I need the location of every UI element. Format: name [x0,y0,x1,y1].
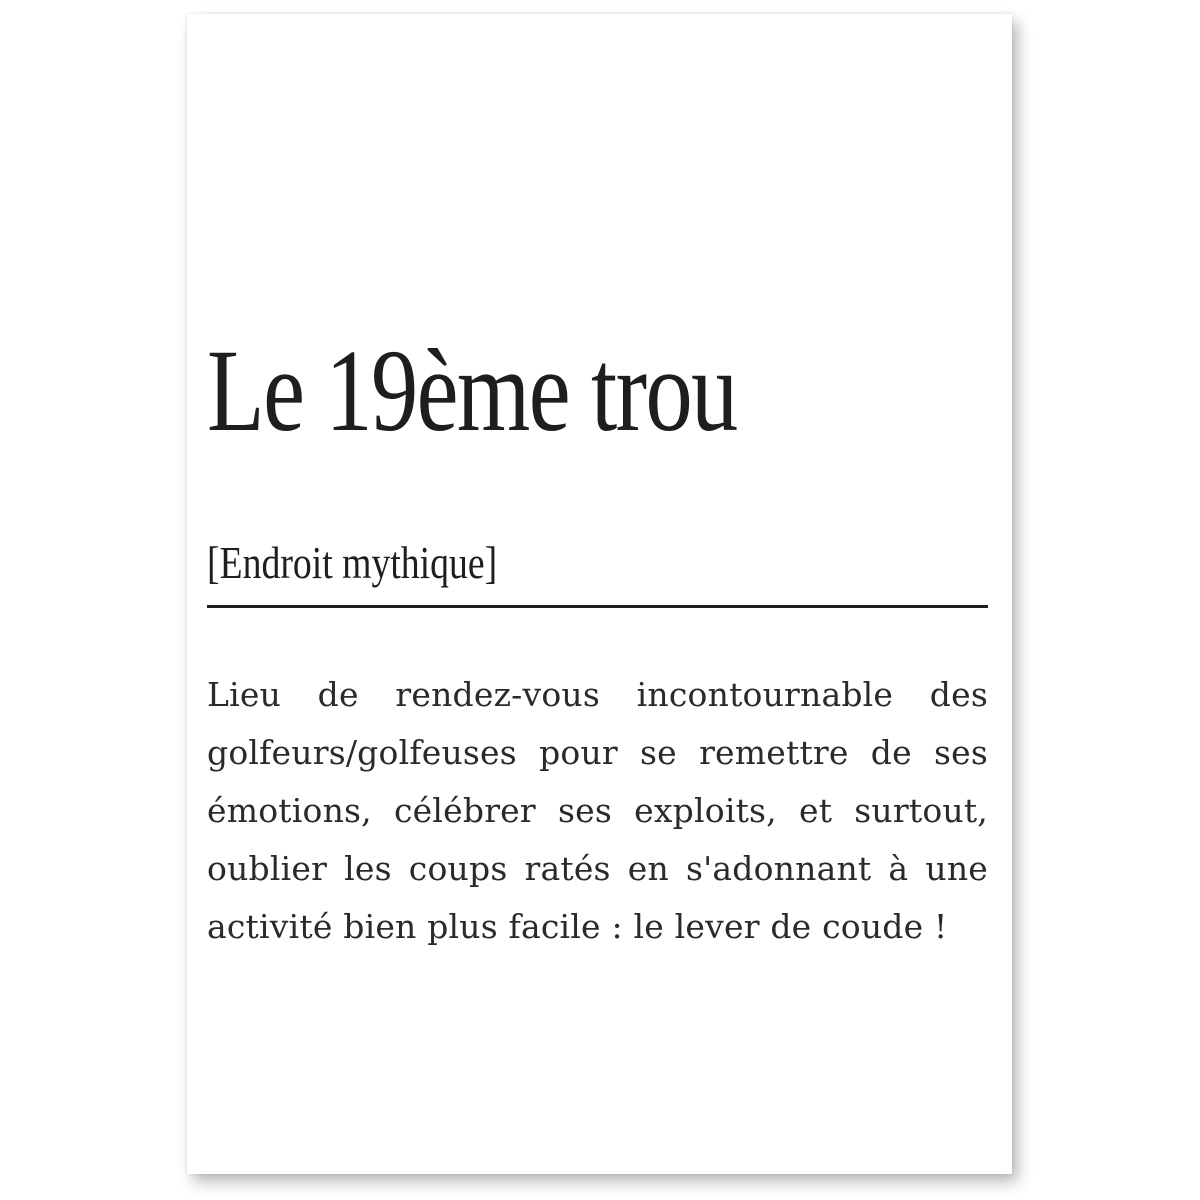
definition-text: Lieu de rendez-vous incontournable des golfeurs/golfeuses pour se remettre de ses émotions, célébrer ses exploits, et surtout, oublier les coups ratés en s'adonnant à une activité bien plus facile : le lever de coude ! [207,675,988,946]
divider-line [207,605,988,608]
category-label: [Endroit mythique] [207,537,498,588]
poster-title: Le 19ème trou [207,325,737,456]
poster-sheet [187,14,1012,1174]
